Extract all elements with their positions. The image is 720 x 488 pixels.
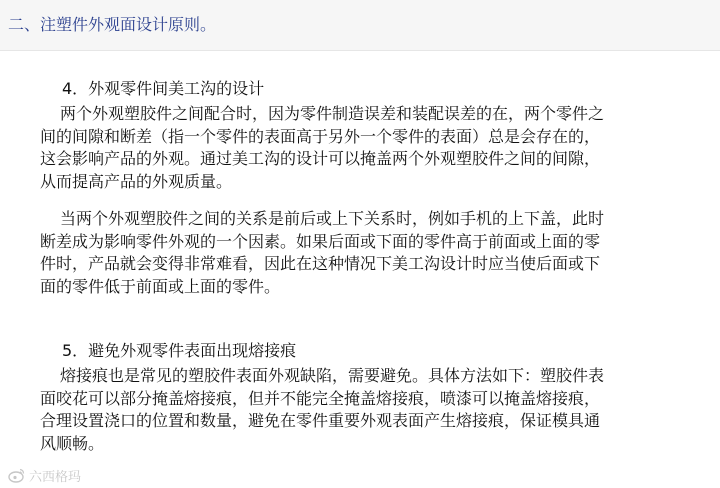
paragraph-line: 从而提高产品的外观质量。 (40, 171, 233, 191)
paragraph-line: 风顺畅。 (40, 433, 105, 453)
paragraph-line: 间的间隙和断差（指一个零件的表面高于另外一个零件的表面）总是会存在的， (40, 126, 601, 146)
section-4-paragraph-2 (40, 208, 604, 298)
paragraph-line: 当两个外观塑胶件之间的关系是前后或上下关系时，例如手机的上下盖，此时 (60, 209, 605, 228)
paragraph-line: 面咬花可以部分掩盖熔接痕，但并不能完全掩盖熔接痕，喷漆可以掩盖熔接痕， (40, 388, 601, 408)
section-4-heading: 4．外观零件间美工沟的设计 (62, 79, 265, 98)
page-title: 二、注塑件外观面设计原则。 (8, 15, 217, 34)
watermark-text: 六西格玛 (29, 469, 82, 485)
paragraph-line: 件时，产品就会变得非常难看，因此在这种情况下美工沟设计时应当使后面或下 (40, 254, 601, 273)
paragraph-line: 两个外观塑胶件之间配合时，因为零件制造误差和装配误差的在，两个零件之 (60, 104, 605, 123)
paragraph-line: 合理设置浇口的位置和数量，避免在零件重要外观表面产生熔接痕，保证模具通 (40, 411, 601, 430)
paragraph-line: 断差成为影响零件外观的一个因素。如果后面或下面的零件高于前面或上面的零 (40, 231, 601, 251)
section-4-paragraph-1 (40, 103, 604, 193)
section-5-heading: 5．避免外观零件表面出现熔接痕 (62, 341, 297, 360)
weibo-logo-icon (8, 466, 26, 484)
paragraph-line: 熔接痕也是常见的塑胶件表面外观缺陷，需要避免。具体方法如下：塑胶件表 (60, 366, 605, 385)
section-5-paragraph-1 (40, 365, 604, 455)
paragraph-line: 面的零件低于前面或上面的零件。 (40, 276, 281, 296)
watermark (8, 466, 81, 484)
paragraph-line: 这会影响产品的外观。通过美工沟的设计可以掩盖两个外观塑胶件之间的间隙， (40, 149, 601, 168)
